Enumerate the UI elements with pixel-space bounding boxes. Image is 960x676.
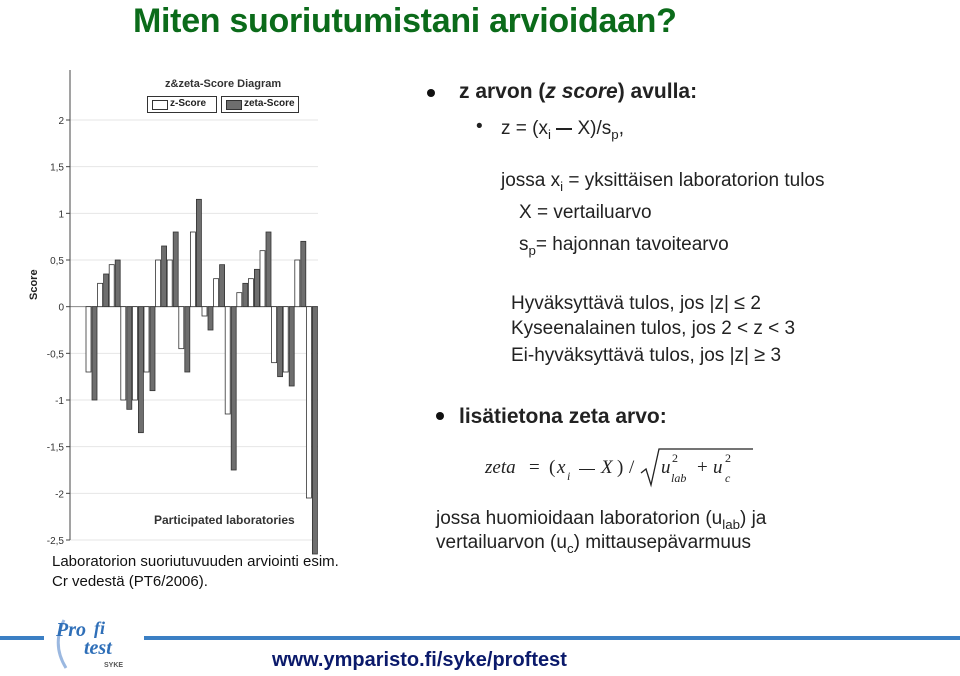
- caption-line-1: Laboratorion suoriutuvuuden arviointi esim.: [52, 553, 339, 570]
- zeta-score-bar: [162, 246, 167, 307]
- formula-plus: +: [697, 457, 708, 478]
- chart-background: [36, 70, 324, 540]
- chart-title: z&zeta-Score Diagram: [165, 78, 282, 90]
- formula-minus: [579, 469, 595, 470]
- ge-icon: ≥: [754, 344, 766, 366]
- z-score-bar: [237, 293, 242, 307]
- y-tick-label: 1,5: [50, 162, 64, 174]
- criterion-acceptable-a: Hyväksyttävä tulos, jos |z|: [511, 293, 735, 314]
- le-icon: ≤: [734, 292, 746, 314]
- z-score-bar: [98, 283, 103, 306]
- logo-test: test: [84, 637, 112, 659]
- criterion-unacceptable-b: 3: [765, 345, 782, 366]
- definition-sp: [519, 234, 729, 258]
- zeta-score-bar: [254, 269, 259, 306]
- zeta-score-bar: [185, 307, 190, 372]
- legend-item-z: [147, 96, 217, 113]
- y-tick-label: -2,5: [46, 536, 64, 547]
- z-heading: [459, 80, 697, 104]
- z-score-bar: [109, 265, 114, 307]
- definition-sp-b: = hajonnan tavoitearvo: [535, 234, 729, 255]
- formula-u: u: [661, 457, 671, 478]
- logo-pro: Pro: [56, 619, 86, 641]
- z-score-bar: [190, 232, 195, 307]
- z-score-bar: [167, 260, 172, 307]
- y-tick-label: 0: [58, 302, 64, 314]
- proftest-logo: [44, 612, 144, 672]
- logo-fi: fi: [94, 618, 105, 638]
- z-score-bar: [121, 307, 126, 400]
- page-title: Miten suoriutumistani arvioidaan?: [133, 2, 677, 40]
- zeta-score-bar: [196, 199, 201, 306]
- footer-url[interactable]: www.ymparisto.fi/syke/proftest: [272, 649, 567, 671]
- caption-line-2: Cr vedestä (PT6/2006).: [52, 573, 208, 590]
- small-bullet: •: [476, 116, 483, 137]
- y-tick-label: 0,5: [50, 256, 64, 267]
- zeta-score-bar: [138, 307, 143, 433]
- score-chart: [36, 70, 324, 547]
- criterion-unacceptable-a: Ei-hyväksyttävä tulos, jos |z|: [511, 345, 755, 366]
- zeta-score-bar: [115, 260, 120, 307]
- zeta-score-bar: [278, 307, 283, 377]
- z-score-bar: [260, 251, 265, 307]
- definition-xi: [501, 170, 825, 194]
- z-heading-post: ) avulla:: [617, 80, 698, 103]
- z-heading-pre: z arvon (: [459, 80, 546, 103]
- z-formula-sub-i: i: [547, 126, 551, 142]
- definition-xi-a: jossa x: [501, 170, 561, 191]
- legend-item-zeta: [221, 96, 299, 113]
- criterion-acceptable: [511, 292, 761, 315]
- criterion-questionable: Kyseenalainen tulos, jos 2 < z < 3: [511, 318, 796, 339]
- z-score-bar: [156, 260, 161, 307]
- minus-sign: [556, 128, 572, 130]
- explanation-2-b: ) mittausepävarmuus: [573, 532, 752, 553]
- y-tick-label: 1: [58, 209, 64, 221]
- z-formula-sub-p: p: [611, 126, 619, 142]
- z-score-bar: [202, 307, 207, 316]
- formula-slash: /: [629, 457, 635, 478]
- explanation-2-sub: c: [566, 540, 574, 556]
- explanation-1-sub: lab: [722, 516, 740, 532]
- bullet-dot: [436, 412, 444, 420]
- z-score-bar: [144, 307, 149, 372]
- formula-eq: =: [529, 457, 540, 478]
- z-score-bar: [132, 307, 137, 400]
- definition-xi-sub: i: [560, 178, 564, 194]
- zeta-heading: lisätietona zeta arvo:: [459, 405, 667, 428]
- z-formula-c: ,: [618, 118, 624, 139]
- definition-sp-sub: p: [528, 242, 536, 258]
- z-score-bar: [225, 307, 230, 414]
- z-score-bar: [179, 307, 184, 349]
- zeta-score-bar: [266, 232, 271, 307]
- z-score-bar: [214, 279, 219, 307]
- formula-sq-2: 2: [725, 451, 731, 465]
- zeta-score-bar: [208, 307, 213, 330]
- explanation-1-a: jossa huomioidaan laboratorion (u: [436, 508, 723, 529]
- criterion-acceptable-b: 2: [745, 293, 762, 314]
- zeta-score-bar: [231, 307, 236, 470]
- formula-lab: lab: [671, 471, 687, 485]
- definition-xi-b: = yksittäisen laboratorion tulos: [563, 170, 825, 191]
- formula-c: c: [725, 471, 731, 485]
- explanation-1-b: ) ja: [739, 508, 767, 529]
- zeta-score-bar: [312, 307, 317, 554]
- formula-xi: i: [567, 469, 571, 483]
- y-tick-label: -2: [55, 489, 64, 501]
- formula-x: x: [557, 457, 566, 478]
- zeta-score-bar: [150, 307, 155, 391]
- zeta-score-bar: [243, 283, 248, 306]
- legend-label-zeta: zeta-Score: [244, 98, 295, 109]
- formula-u2: u: [713, 457, 723, 478]
- y-tick-label: -1: [55, 396, 64, 407]
- logo-syke: SYKE: [104, 662, 124, 669]
- z-score-bar: [86, 307, 91, 372]
- y-axis-title: Score: [28, 269, 40, 300]
- explanation-2-a: vertailuarvon (u: [436, 532, 567, 553]
- bullet-dot: [427, 89, 435, 97]
- chart-caption: [52, 552, 339, 592]
- explanation-line-2: [436, 532, 751, 556]
- zeta-formula: [485, 447, 755, 497]
- zeta-score-bar: [92, 307, 97, 400]
- definition-x: X = vertailuarvo: [519, 202, 652, 223]
- criterion-unacceptable: [511, 344, 781, 367]
- x-axis-title: Participated laboratories: [154, 513, 295, 527]
- z-score-bar: [283, 307, 288, 372]
- formula-open: (: [549, 457, 556, 478]
- z-heading-italic: z score: [545, 80, 618, 103]
- formula-close: ): [617, 457, 624, 478]
- z-score-bar: [295, 260, 300, 307]
- formula-sq-1: 2: [672, 451, 678, 465]
- z-formula-a: z = (x: [501, 118, 548, 139]
- z-formula: [501, 118, 624, 142]
- z-score-bar: [248, 279, 253, 307]
- formula-lhs: zeta: [485, 457, 516, 478]
- y-tick-label: -1,5: [46, 442, 64, 454]
- z-formula-b: X)/s: [572, 118, 612, 139]
- formula-X: X: [601, 457, 613, 478]
- legend-swatch-z: [152, 100, 168, 110]
- zeta-score-bar: [301, 241, 306, 306]
- zeta-score-bar: [289, 307, 294, 386]
- z-score-bar: [306, 307, 311, 498]
- zeta-score-bar: [220, 265, 225, 307]
- zeta-score-bar: [104, 274, 109, 307]
- legend-label-z: z-Score: [170, 98, 207, 109]
- definition-sp-a: s: [519, 234, 529, 255]
- y-tick-label: -0,5: [46, 349, 64, 361]
- y-tick-label: 2: [58, 116, 64, 127]
- footer-divider: [0, 636, 960, 640]
- zeta-score-bar: [127, 307, 132, 410]
- explanation-line-1: [436, 508, 766, 532]
- z-score-bar: [272, 307, 277, 363]
- legend-swatch-zeta: [226, 100, 242, 110]
- zeta-score-bar: [173, 232, 178, 307]
